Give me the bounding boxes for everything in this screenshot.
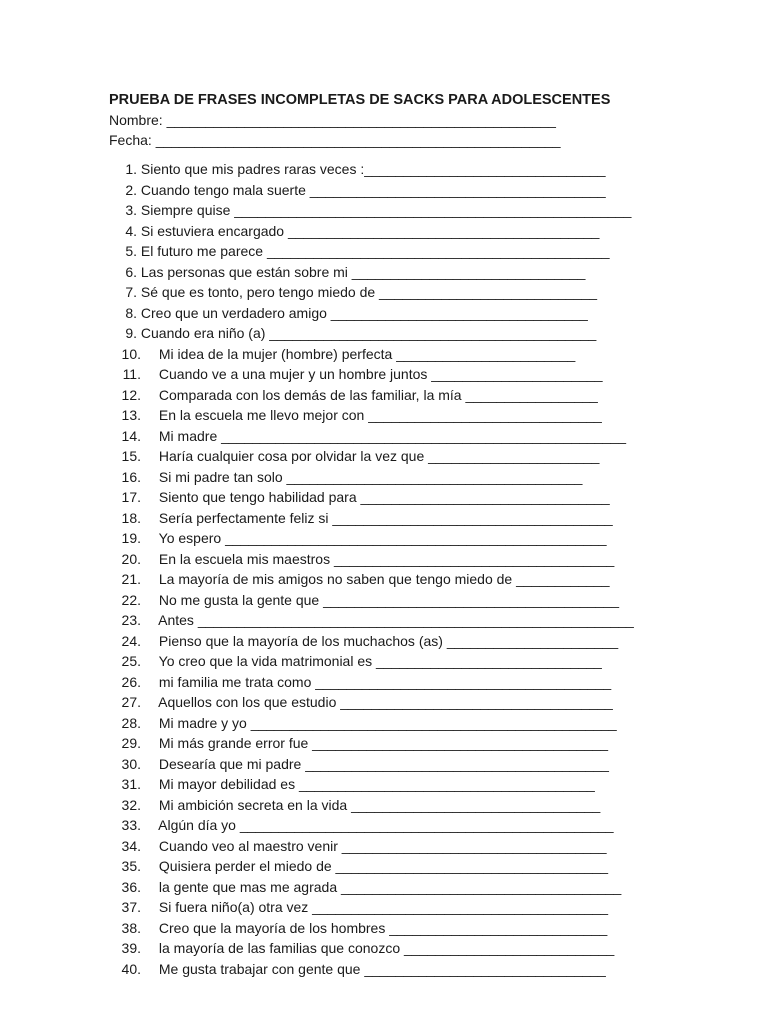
item-number: 25. — [121, 653, 141, 669]
item-number: 17. — [121, 489, 141, 505]
item-text: Creo que la mayoría de los hombres ____________________________ — [158, 919, 608, 936]
item-number: 16. — [121, 468, 141, 485]
list-item — [109, 856, 669, 877]
item-text: Aquellos con los que estudio ___________________________________ — [158, 694, 613, 710]
list-item — [109, 610, 669, 631]
item-text: Algún día yo ________________________________________________ — [158, 817, 614, 833]
item-number: 7. — [125, 284, 137, 300]
item-text: En la escuela mis maestros ____________________________________ — [158, 550, 615, 567]
item-text: Mi más grande error fue ______________________________________ — [158, 735, 609, 751]
list-item — [109, 836, 669, 857]
list-item — [109, 569, 669, 590]
item-text: Mi madre y yo _______________________________________________ — [158, 714, 617, 731]
list-item — [109, 159, 669, 180]
item-number: 10. — [121, 345, 141, 362]
list-item — [109, 262, 669, 283]
item-text: Si estuviera encargado ________________________________________ — [140, 222, 600, 239]
item-number: 32. — [121, 796, 141, 813]
item-text: la gente que mas me agrada ____________________________________ — [158, 878, 622, 895]
item-number: 24. — [121, 632, 141, 649]
list-item — [109, 672, 669, 693]
item-text: Siento que mis padres raras veces :_______________________________ — [140, 161, 606, 177]
item-number: 14. — [121, 427, 141, 444]
item-text: No me gusta la gente que ______________________________________ — [158, 591, 619, 608]
list-item — [109, 549, 669, 570]
item-text: La mayoría de mis amigos no saben que tengo miedo de ____________ — [158, 571, 610, 587]
item-text: Sería perfectamente feliz si ____________________________________ — [158, 509, 613, 526]
list-item — [109, 221, 669, 242]
item-text: Si fuera niño(a) otra vez ______________________________________ — [158, 899, 609, 915]
list-item — [109, 323, 669, 344]
item-text: Siempre quise ___________________________________________________ — [140, 202, 632, 218]
item-text: Pienso que la mayoría de los muchachos (as) ______________________ — [158, 632, 619, 649]
list-item — [109, 282, 669, 303]
item-number: 35. — [121, 858, 141, 874]
list-item — [109, 385, 669, 406]
list-item — [109, 897, 669, 918]
list-item — [109, 200, 669, 221]
list-item — [109, 344, 669, 365]
item-text: Antes ________________________________________________________ — [158, 612, 634, 628]
item-text: Mi ambición secreta en la vida ________________________________ — [158, 796, 601, 813]
list-item — [109, 692, 669, 713]
item-text: El futuro me parece ____________________________________________ — [140, 243, 610, 259]
item-number: 3. — [125, 202, 137, 218]
item-number: 5. — [125, 243, 137, 259]
item-text: Yo creo que la vida matrimonial es _____________________________ — [158, 653, 602, 669]
item-text: Mi mayor debilidad es ______________________________________ — [158, 776, 595, 792]
item-number: 11. — [122, 366, 141, 382]
item-text: Las personas que están sobre mi ______________________________ — [140, 263, 586, 280]
item-text: Cuando era niño (a) __________________________________________ — [140, 325, 597, 341]
item-number: 40. — [121, 960, 141, 977]
item-number: 1. — [125, 161, 137, 177]
item-text: Cuando tengo mala suerte ______________________________________ — [140, 181, 606, 198]
item-text: mi familia me trata como ______________________________________ — [158, 673, 612, 690]
list-item — [109, 877, 669, 898]
list-item — [109, 733, 669, 754]
list-item — [109, 590, 669, 611]
list-item — [109, 241, 669, 262]
list-item — [109, 528, 669, 549]
item-text: Mi madre ____________________________________________________ — [158, 427, 627, 444]
item-number: 27. — [121, 694, 141, 710]
item-text: Quisiera perder el miedo de ___________________________________ — [158, 858, 609, 874]
item-text: la mayoría de las familias que conozco ___________________________ — [158, 940, 615, 956]
item-number: 19. — [121, 530, 141, 546]
list-item — [109, 938, 669, 959]
name-field: Nombre: __________________________________________________ — [109, 112, 556, 128]
list-item — [109, 795, 669, 816]
item-number: 12. — [121, 386, 141, 403]
item-text: Cuando ve a una mujer y un hombre juntos ______________________ — [158, 366, 603, 382]
list-item — [109, 815, 669, 836]
item-number: 36. — [121, 878, 141, 895]
item-text: Comparada con los demás de las familiar, la mía _________________ — [158, 386, 598, 403]
list-item — [109, 467, 669, 488]
item-text: Cuando veo al maestro venir __________________________________ — [158, 837, 607, 854]
item-text: En la escuela me llevo mejor con ______________________________ — [158, 407, 602, 423]
item-text: Desearía que mi padre _______________________________________ — [158, 755, 609, 772]
list-item — [109, 426, 669, 447]
item-text: Yo espero _________________________________________________ — [158, 530, 607, 546]
list-item — [109, 754, 669, 775]
item-number: 21. — [121, 571, 141, 587]
item-number: 31. — [121, 776, 141, 792]
item-number: 30. — [121, 755, 141, 772]
item-number: 34. — [121, 837, 141, 854]
item-text: Si mi padre tan solo ______________________________________ — [158, 468, 583, 485]
list-item — [109, 774, 669, 795]
item-number: 38. — [121, 919, 141, 936]
document-page — [109, 90, 669, 979]
item-number: 28. — [121, 714, 141, 731]
item-number: 22. — [121, 591, 141, 608]
item-number: 26. — [121, 673, 141, 690]
item-number: 13. — [121, 407, 141, 423]
item-text: Mi idea de la mujer (hombre) perfecta _______________________ — [158, 345, 576, 362]
item-number: 2. — [125, 181, 137, 198]
list-item — [109, 959, 669, 980]
item-number: 15. — [121, 448, 141, 464]
item-text: Me gusta trabajar con gente que _______________________________ — [158, 960, 606, 977]
list-item — [109, 364, 669, 385]
list-item — [109, 508, 669, 529]
header-fields — [109, 110, 669, 150]
list-item — [109, 651, 669, 672]
date-field: Fecha: ____________________________________________________ — [109, 132, 561, 148]
item-number: 4. — [125, 222, 137, 239]
item-number: 8. — [125, 304, 137, 321]
item-number: 23. — [121, 612, 141, 628]
list-item — [109, 631, 669, 652]
list-item — [109, 405, 669, 426]
item-text: Siento que tengo habilidad para ________________________________ — [158, 489, 610, 505]
document-title: PRUEBA DE FRASES INCOMPLETAS DE SACKS PARA ADOLESCENTES — [109, 92, 611, 108]
list-item — [109, 713, 669, 734]
list-item — [109, 918, 669, 939]
item-number: 29. — [121, 735, 141, 751]
item-number: 18. — [121, 509, 141, 526]
item-number: 20. — [121, 550, 141, 567]
sentence-list — [109, 159, 669, 979]
list-item — [109, 487, 669, 508]
list-item — [109, 446, 669, 467]
item-text: Creo que un verdadero amigo _________________________________ — [140, 304, 588, 321]
item-number: 37. — [121, 899, 141, 915]
item-text: Haría cualquier cosa por olvidar la vez que ______________________ — [158, 448, 600, 464]
item-text: Sé que es tonto, pero tengo miedo de ____________________________ — [140, 284, 598, 300]
item-number: 9. — [125, 325, 137, 341]
list-item — [109, 303, 669, 324]
list-item — [109, 180, 669, 201]
item-number: 39. — [121, 940, 141, 956]
item-number: 33. — [121, 817, 141, 833]
item-number: 6. — [125, 263, 137, 280]
